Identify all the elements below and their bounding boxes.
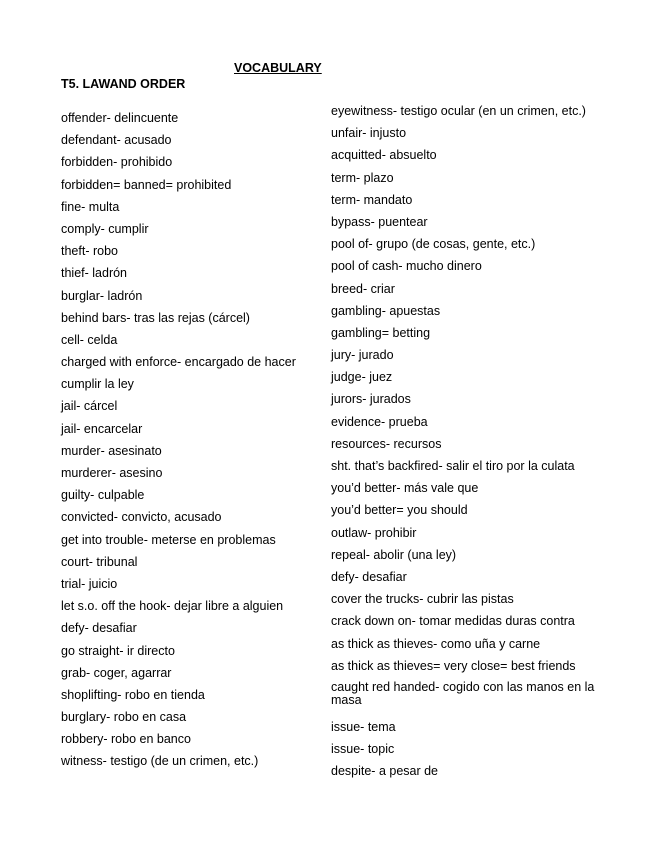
vocabulary-entry: murder- asesinato <box>61 443 162 458</box>
vocabulary-entry: court- tribunal <box>61 554 138 569</box>
section-heading: T5. LAWAND ORDER <box>61 77 186 91</box>
vocabulary-entry: issue- tema <box>331 719 396 734</box>
vocabulary-entry: judge- juez <box>331 370 393 385</box>
vocabulary-entry: let s.o. off the hook- dejar libre a alguien <box>61 599 284 614</box>
vocabulary-entry: murderer- asesino <box>61 466 163 480</box>
vocabulary-entry: jury- jurado <box>331 348 394 363</box>
vocabulary-entry: issue- topic <box>331 742 395 757</box>
vocabulary-entry: you’d better= you should <box>331 503 468 518</box>
vocabulary-entry: jurors- jurados <box>331 392 411 407</box>
vocabulary-entry: get into trouble- meterse en problemas <box>61 532 276 547</box>
vocabulary-entry: jail- encarcelar <box>61 421 143 436</box>
vocabulary-entry: evidence- prueba <box>331 414 428 429</box>
vocabulary-entry: burglary- robo en casa <box>61 710 187 725</box>
vocabulary-list-left <box>61 111 321 777</box>
vocabulary-entry: trial- juicio <box>61 576 118 591</box>
vocabulary-entry: theft- robo <box>61 244 118 259</box>
vocabulary-entry: unfair- injusto <box>331 126 407 141</box>
vocabulary-entry: as thick as thieves- como uña y carne <box>331 636 541 651</box>
vocabulary-entry: acquitted- absuelto <box>331 148 437 163</box>
vocabulary-entry: guilty- culpable <box>61 488 145 503</box>
vocabulary-entry: term- plazo <box>331 170 394 185</box>
vocabulary-entry: burglar- ladrón <box>61 288 143 303</box>
vocabulary-entry: jail- cárcel <box>61 399 118 414</box>
vocabulary-entry: witness- testigo (de un crimen, etc.) <box>61 754 259 769</box>
vocabulary-entry: behind bars- tras las rejas (cárcel) <box>61 310 250 325</box>
vocabulary-entry: defendant- acusado <box>61 133 172 148</box>
vocabulary-entry: cell- celda <box>61 332 118 347</box>
vocabulary-entry: forbidden= banned= prohibited <box>61 177 232 192</box>
vocabulary-entry: outlaw- prohibir <box>331 525 417 540</box>
vocabulary-entry: bypass- puentear <box>331 214 428 229</box>
vocabulary-entry: term- mandato <box>331 192 413 207</box>
vocabulary-entry: despite- a pesar de <box>331 764 439 779</box>
vocabulary-entry: sht. that’s backfired- salir el tiro por la culata <box>331 459 575 473</box>
vocabulary-entry: offender- delincuente <box>61 111 179 125</box>
vocabulary-entry: cumplir la ley <box>61 377 134 392</box>
vocabulary-entry: go straight- ir directo <box>61 643 175 658</box>
vocabulary-entry: crack down on- tomar medidas duras contra <box>331 614 575 629</box>
vocabulary-list-right <box>331 104 601 786</box>
vocabulary-entry: pool of- grupo (de cosas, gente, etc.) <box>331 237 536 252</box>
vocabulary-entry: convicted- convicto, acusado <box>61 510 222 525</box>
vocabulary-entry: caught red handed- cogido con las manos en la masa <box>331 679 595 707</box>
vocabulary-entry: charged with enforce- encargado de hacer <box>61 355 296 370</box>
vocabulary-entry: repeal- abolir (una ley) <box>331 547 457 562</box>
vocabulary-entry: gambling= betting <box>331 325 431 340</box>
vocabulary-entry: breed- criar <box>331 281 395 296</box>
vocabulary-entry: defy- desafiar <box>61 621 137 636</box>
vocabulary-entry: forbidden- prohibido <box>61 155 173 170</box>
document-title: VOCABULARY <box>234 61 322 75</box>
vocabulary-entry: shoplifting- robo en tienda <box>61 687 205 702</box>
vocabulary-entry: thief- ladrón <box>61 266 128 281</box>
vocabulary-entry: robbery- robo en banco <box>61 732 191 747</box>
vocabulary-entry: defy- desafiar <box>331 569 407 584</box>
vocabulary-entry: comply- cumplir <box>61 221 149 236</box>
vocabulary-entry: cover the trucks- cubrir las pistas <box>331 592 514 607</box>
vocabulary-entry: as thick as thieves= very close= best friends <box>331 658 576 673</box>
vocabulary-entry: fine- multa <box>61 199 120 214</box>
vocabulary-entry: resources- recursos <box>331 436 442 451</box>
vocabulary-entry: grab- coger, agarrar <box>61 665 172 680</box>
vocabulary-entry: pool of cash- mucho dinero <box>331 259 482 274</box>
vocabulary-entry: you’d better- más vale que <box>331 481 479 496</box>
vocabulary-entry: gambling- apuestas <box>331 303 441 318</box>
vocabulary-entry: eyewitness- testigo ocular (en un crimen, etc.) <box>331 104 586 118</box>
